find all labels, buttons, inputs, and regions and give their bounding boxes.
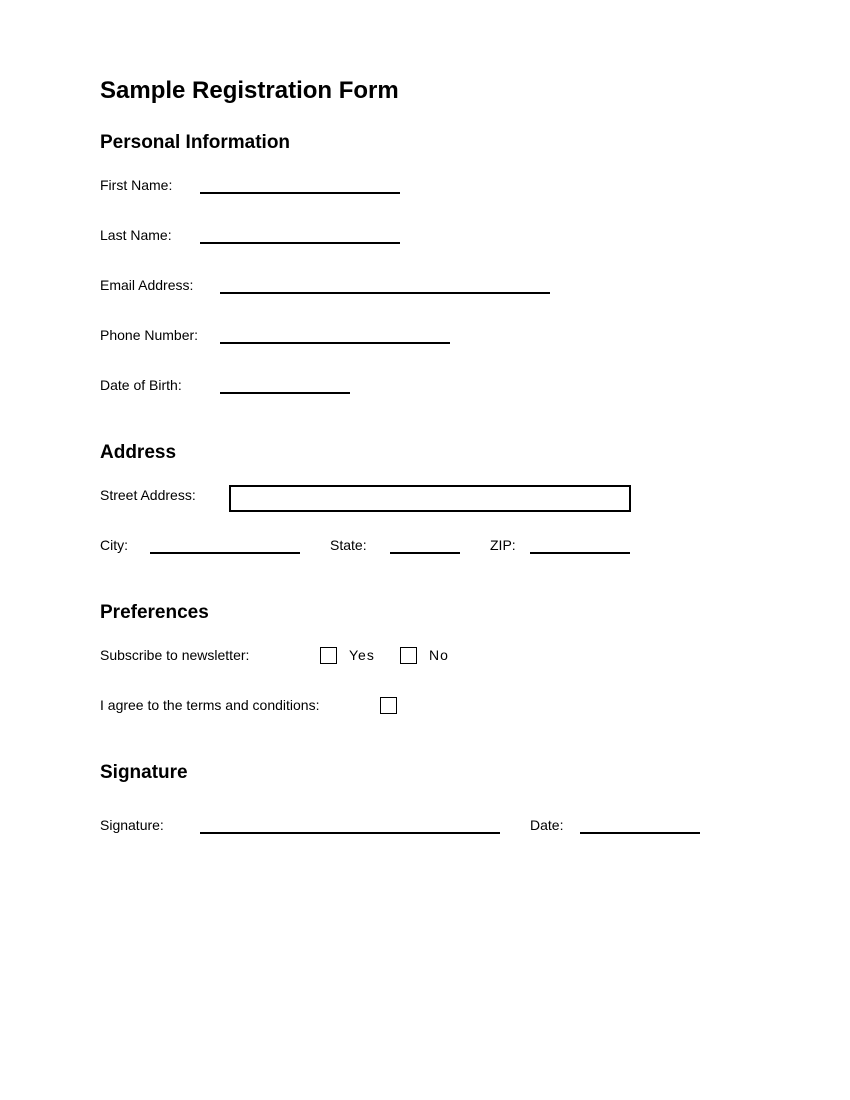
state-label: State: — [330, 537, 367, 553]
phone-number-field[interactable] — [220, 342, 450, 344]
zip-label: ZIP: — [490, 537, 516, 553]
state-field[interactable] — [390, 552, 460, 554]
newsletter-label: Subscribe to newsletter: — [100, 647, 250, 663]
date-of-birth-field[interactable] — [220, 392, 350, 394]
last-name-label: Last Name: — [100, 227, 172, 243]
personal-information-heading: Personal Information — [100, 132, 291, 153]
newsletter-no-checkbox[interactable] — [400, 647, 417, 664]
email-address-field[interactable] — [220, 292, 550, 294]
newsletter-yes-checkbox[interactable] — [320, 647, 337, 664]
signature-field[interactable] — [200, 832, 500, 834]
street-address-label: Street Address: — [100, 487, 196, 503]
first-name-field[interactable] — [200, 192, 400, 194]
zip-field[interactable] — [530, 552, 630, 554]
city-label: City: — [100, 537, 128, 553]
signature-heading: Signature — [100, 762, 188, 783]
last-name-field[interactable] — [200, 242, 400, 244]
first-name-label: First Name: — [100, 177, 173, 193]
form-title: Sample Registration Form — [100, 77, 399, 104]
city-field[interactable] — [150, 552, 300, 554]
preferences-heading: Preferences — [100, 602, 209, 623]
phone-number-label: Phone Number: — [100, 327, 199, 343]
date-label: Date: — [530, 817, 564, 833]
date-of-birth-label: Date of Birth: — [100, 377, 182, 393]
terms-checkbox[interactable] — [380, 697, 397, 714]
signature-label: Signature: — [100, 817, 164, 833]
address-heading: Address — [100, 442, 177, 463]
newsletter-yes-label: Yes — [349, 647, 375, 663]
date-field[interactable] — [580, 832, 700, 834]
terms-label: I agree to the terms and conditions: — [100, 697, 320, 713]
email-address-label: Email Address: — [100, 277, 194, 293]
newsletter-no-label: No — [429, 647, 449, 663]
street-address-field[interactable] — [229, 485, 631, 512]
